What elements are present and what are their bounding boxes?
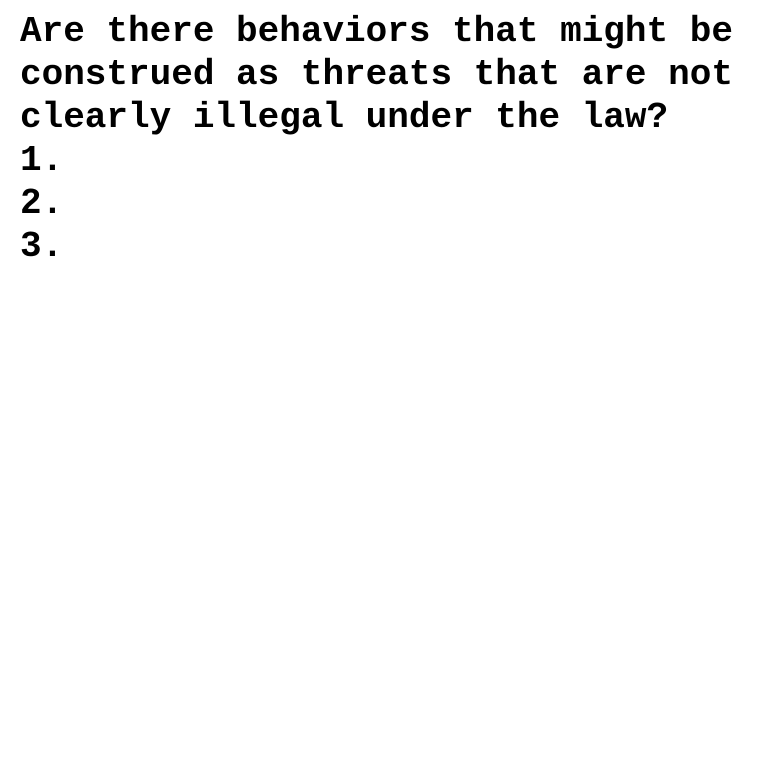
- list-item: [20, 225, 750, 268]
- list-item-marker: 1.: [20, 140, 64, 181]
- document-body: [20, 10, 750, 268]
- numbered-list: [20, 139, 750, 268]
- question-text: Are there behaviors that might be construed as threats that are not clearly illegal under the law?: [20, 11, 733, 138]
- list-item: [20, 182, 750, 225]
- list-item-marker: 3.: [20, 226, 64, 267]
- list-item: [20, 139, 750, 182]
- list-item-marker: 2.: [20, 183, 64, 224]
